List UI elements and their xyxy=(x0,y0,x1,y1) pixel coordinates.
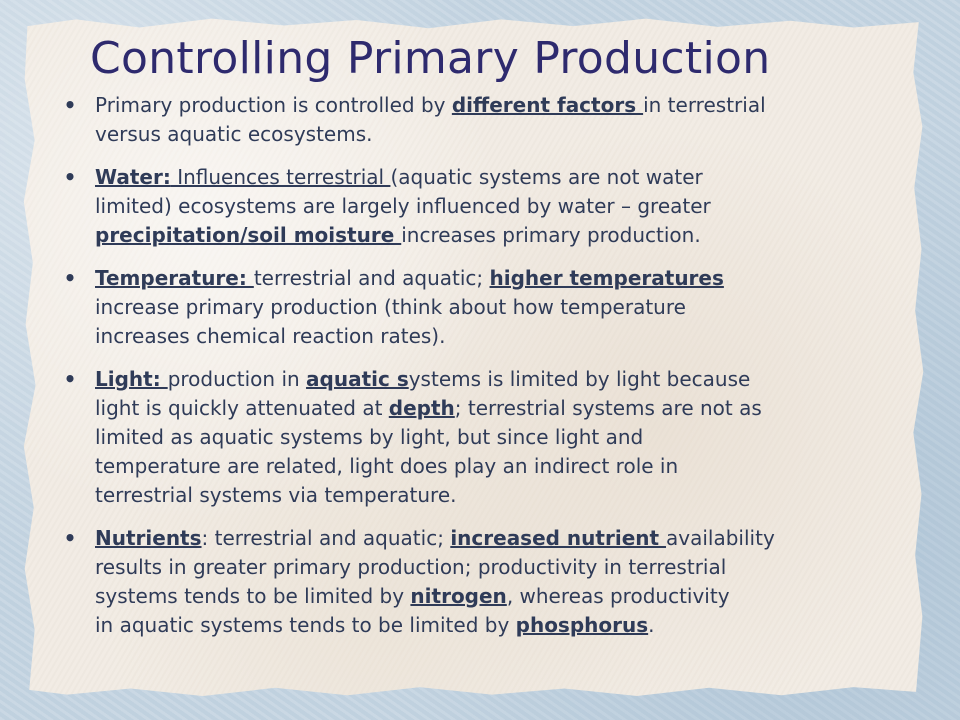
text-run: terrestrial systems via temperature. xyxy=(95,483,457,507)
text-run: temperature are related, light does play an indirect role in xyxy=(95,454,679,478)
text-line xyxy=(95,322,924,351)
bullet-marker: • xyxy=(63,526,77,550)
bullet-text xyxy=(95,524,924,640)
text-line xyxy=(95,394,924,423)
text-line xyxy=(95,582,924,611)
bullet-text xyxy=(95,91,924,149)
text-run: (aquatic systems are not water xyxy=(390,165,703,189)
text-run: light is quickly attenuated at xyxy=(95,396,389,420)
text-line xyxy=(95,553,924,582)
text-run: in terrestrial xyxy=(643,93,766,117)
text-line xyxy=(95,365,924,394)
bullet-text xyxy=(95,264,924,351)
key-term: aquatic s xyxy=(306,367,409,391)
text-line xyxy=(95,91,924,120)
bullet-list xyxy=(60,91,924,654)
text-run: results in greater primary production; productivity in terrestrial xyxy=(95,555,727,579)
text-line xyxy=(95,192,924,221)
text-line xyxy=(95,163,924,192)
bullet-text xyxy=(95,365,924,510)
text-run: availability xyxy=(666,526,775,550)
slide-title: Controlling Primary Production xyxy=(90,33,771,84)
bullet-item-nutrients xyxy=(60,524,924,640)
bullet-item-temperature xyxy=(60,264,924,351)
key-term: Water: xyxy=(95,165,171,189)
key-term: phosphorus xyxy=(515,613,649,637)
text-line xyxy=(95,264,924,293)
text-line xyxy=(95,293,924,322)
text-run: limited) ecosystems are largely influenced by water – greater xyxy=(95,194,711,218)
text-run: : terrestrial and aquatic; xyxy=(201,526,451,550)
text-run: increases chemical reaction rates). xyxy=(95,324,446,348)
text-run: production in xyxy=(167,367,307,391)
text-run: ystems is limited by light because xyxy=(408,367,751,391)
text-line xyxy=(95,452,924,481)
text-line xyxy=(95,120,924,149)
underlined-run: Influences terrestrial xyxy=(170,165,391,189)
key-term: increased nutrient xyxy=(450,526,667,550)
text-run: systems tends to be limited by xyxy=(95,584,411,608)
text-line xyxy=(95,221,924,250)
bullet-text xyxy=(95,163,924,250)
text-run: . xyxy=(648,613,655,637)
key-term: Light: xyxy=(95,367,168,391)
bullet-item-primary-production xyxy=(60,91,924,149)
key-term: Temperature: xyxy=(95,266,254,290)
text-run: increase primary production (think about how temperature xyxy=(95,295,686,319)
text-line xyxy=(95,481,924,510)
key-term: different factors xyxy=(451,93,644,117)
text-run: limited as aquatic systems by light, but since light and xyxy=(95,425,644,449)
bullet-item-light xyxy=(60,365,924,510)
key-term: precipitation/soil moisture xyxy=(95,223,402,247)
bullet-marker: • xyxy=(63,165,77,189)
text-line xyxy=(95,423,924,452)
bullet-marker: • xyxy=(63,266,77,290)
key-term: higher temperatures xyxy=(489,266,724,290)
text-run: terrestrial and aquatic; xyxy=(253,266,490,290)
bullet-marker: • xyxy=(63,93,77,117)
text-run: in aquatic systems tends to be limited by xyxy=(95,613,516,637)
text-line xyxy=(95,524,924,553)
text-run: , whereas productivity xyxy=(506,584,730,608)
text-run: increases primary production. xyxy=(401,223,701,247)
text-run: Primary production is controlled by xyxy=(95,93,452,117)
key-term: Nutrients xyxy=(95,526,202,550)
text-run: versus aquatic ecosystems. xyxy=(95,122,373,146)
text-run: ; terrestrial systems are not as xyxy=(454,396,762,420)
bullet-marker: • xyxy=(63,367,77,391)
key-term: depth xyxy=(388,396,455,420)
key-term: nitrogen xyxy=(410,584,507,608)
text-line xyxy=(95,611,924,640)
bullet-item-water xyxy=(60,163,924,250)
